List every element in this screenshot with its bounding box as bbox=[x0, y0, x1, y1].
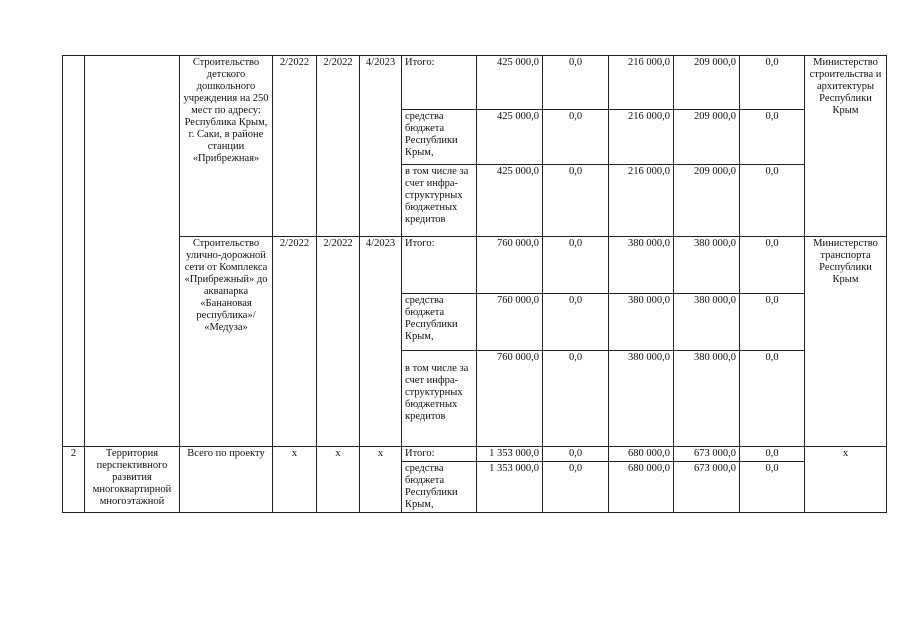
value-cell: 0,0 bbox=[740, 447, 805, 462]
source-label-cell: средства бюджета Республики Крым, bbox=[402, 294, 477, 351]
source-label-cell: средства бюджета Республики Крым, bbox=[402, 462, 477, 513]
start-date-cell: 2/2022 bbox=[273, 56, 317, 237]
value-cell: 380 000,0 bbox=[674, 294, 740, 351]
value-cell: 216 000,0 bbox=[609, 165, 674, 237]
value-cell: 380 000,0 bbox=[609, 351, 674, 447]
stage-date-cell: x bbox=[317, 447, 360, 513]
value-cell: 0,0 bbox=[740, 165, 805, 237]
end-date-cell: 4/2023 bbox=[360, 237, 402, 447]
value-cell: 680 000,0 bbox=[609, 462, 674, 513]
project-name-cell: Всего по проекту bbox=[180, 447, 273, 513]
value-cell: 0,0 bbox=[740, 237, 805, 294]
source-label-cell: Итого: bbox=[402, 56, 477, 110]
value-cell: 0,0 bbox=[740, 110, 805, 165]
number-cell bbox=[63, 56, 85, 447]
stage-date-cell: 2/2022 bbox=[317, 56, 360, 237]
executor-cell: Министерство строительства и архитектуры Республики Крым bbox=[805, 56, 887, 237]
value-cell: 680 000,0 bbox=[609, 447, 674, 462]
budget-table bbox=[62, 55, 887, 513]
value-cell: 0,0 bbox=[543, 165, 609, 237]
stage-date-cell: 2/2022 bbox=[317, 237, 360, 447]
table-row bbox=[63, 447, 887, 462]
value-cell: 380 000,0 bbox=[674, 351, 740, 447]
source-label-cell: Итого: bbox=[402, 447, 477, 462]
value-cell: 380 000,0 bbox=[609, 294, 674, 351]
project-name-cell: Строительство улично-дорожной сети от Комплекса «Прибрежный» до аквапарка «Банановая республика»/ «Медуза» bbox=[180, 237, 273, 447]
total-cell: 1 353 000,0 bbox=[477, 447, 543, 462]
value-cell: 216 000,0 bbox=[609, 56, 674, 110]
executor-cell: x bbox=[805, 447, 887, 513]
territory-cell: Территория перспективного развития многоквартирной многоэтажной bbox=[85, 447, 180, 513]
value-cell: 0,0 bbox=[543, 294, 609, 351]
start-date-cell: x bbox=[273, 447, 317, 513]
value-cell: 0,0 bbox=[543, 110, 609, 165]
start-date-cell: 2/2022 bbox=[273, 237, 317, 447]
value-cell: 380 000,0 bbox=[609, 237, 674, 294]
project-name-cell: Строительство детского дошкольного учреждения на 250 мест по адресу: Республика Крым, г. Саки, в районе станции «Прибрежная» bbox=[180, 56, 273, 237]
number-cell: 2 bbox=[63, 447, 85, 513]
total-cell: 425 000,0 bbox=[477, 110, 543, 165]
total-cell: 760 000,0 bbox=[477, 351, 543, 447]
value-cell: 0,0 bbox=[543, 237, 609, 294]
end-date-cell: 4/2023 bbox=[360, 56, 402, 237]
value-cell: 0,0 bbox=[740, 56, 805, 110]
territory-cell bbox=[85, 56, 180, 447]
value-cell: 673 000,0 bbox=[674, 462, 740, 513]
table-row bbox=[63, 237, 887, 294]
value-cell: 380 000,0 bbox=[674, 237, 740, 294]
source-label-cell: средства бюджета Республики Крым, bbox=[402, 110, 477, 165]
total-cell: 425 000,0 bbox=[477, 56, 543, 110]
value-cell: 216 000,0 bbox=[609, 110, 674, 165]
value-cell: 0,0 bbox=[543, 351, 609, 447]
value-cell: 0,0 bbox=[543, 56, 609, 110]
table-row bbox=[63, 56, 887, 110]
source-label-cell: в том числе за счет инфра-структурных бюджетных кредитов bbox=[402, 351, 477, 447]
value-cell: 0,0 bbox=[543, 447, 609, 462]
total-cell: 760 000,0 bbox=[477, 294, 543, 351]
total-cell: 760 000,0 bbox=[477, 237, 543, 294]
value-cell: 209 000,0 bbox=[674, 56, 740, 110]
value-cell: 0,0 bbox=[740, 294, 805, 351]
value-cell: 0,0 bbox=[740, 351, 805, 447]
value-cell: 209 000,0 bbox=[674, 165, 740, 237]
end-date-cell: x bbox=[360, 447, 402, 513]
value-cell: 673 000,0 bbox=[674, 447, 740, 462]
value-cell: 209 000,0 bbox=[674, 110, 740, 165]
value-cell: 0,0 bbox=[740, 462, 805, 513]
source-label-cell: в том числе за счет инфра-структурных бюджетных кредитов bbox=[402, 165, 477, 237]
total-cell: 1 353 000,0 bbox=[477, 462, 543, 513]
source-label-cell: Итого: bbox=[402, 237, 477, 294]
value-cell: 0,0 bbox=[543, 462, 609, 513]
executor-cell: Министерство транспорта Республики Крым bbox=[805, 237, 887, 447]
total-cell: 425 000,0 bbox=[477, 165, 543, 237]
